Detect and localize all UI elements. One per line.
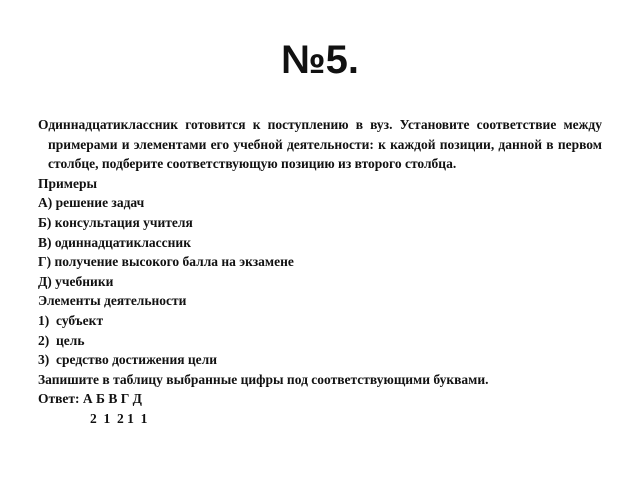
task-text: Одиннадцатиклассник готовится к поступлению в вуз. Установите соответствие между примерами и элементами его учебной деятельности: к каждой позиции, данной в первом столбце, подберите соответствующую позицию из второго столбца. — [38, 117, 602, 172]
element-item-3 — [38, 350, 602, 370]
example-a: А) решение задач — [38, 195, 145, 211]
element-number: 1) — [38, 312, 50, 328]
element-text: средство достижения цели — [56, 352, 218, 368]
example-b: Б) консультация учителя — [38, 214, 193, 230]
slide-title: №5. — [281, 38, 359, 82]
instruction-text: Запишите в таблицу выбранные цифры под соответствующими буквами. — [38, 371, 489, 387]
task-content — [38, 115, 602, 429]
elements-heading: Элементы деятельности — [38, 293, 187, 309]
element-number: 3) — [38, 352, 50, 368]
element-text: цель — [56, 332, 85, 348]
examples-heading: Примеры — [38, 175, 98, 191]
element-number: 2) — [38, 332, 50, 348]
element-item-2 — [38, 331, 602, 351]
element-item-1 — [38, 311, 602, 331]
answer-label: Ответ: А Б В Г Д — [38, 391, 142, 407]
element-text: субъект — [56, 312, 104, 328]
example-c: В) одиннадцатиклассник — [38, 234, 191, 250]
example-e: Д) учебники — [38, 273, 114, 289]
answer-values: 2 1 2 1 1 — [90, 410, 148, 426]
example-d: Г) получение высокого балла на экзамене — [38, 254, 294, 270]
